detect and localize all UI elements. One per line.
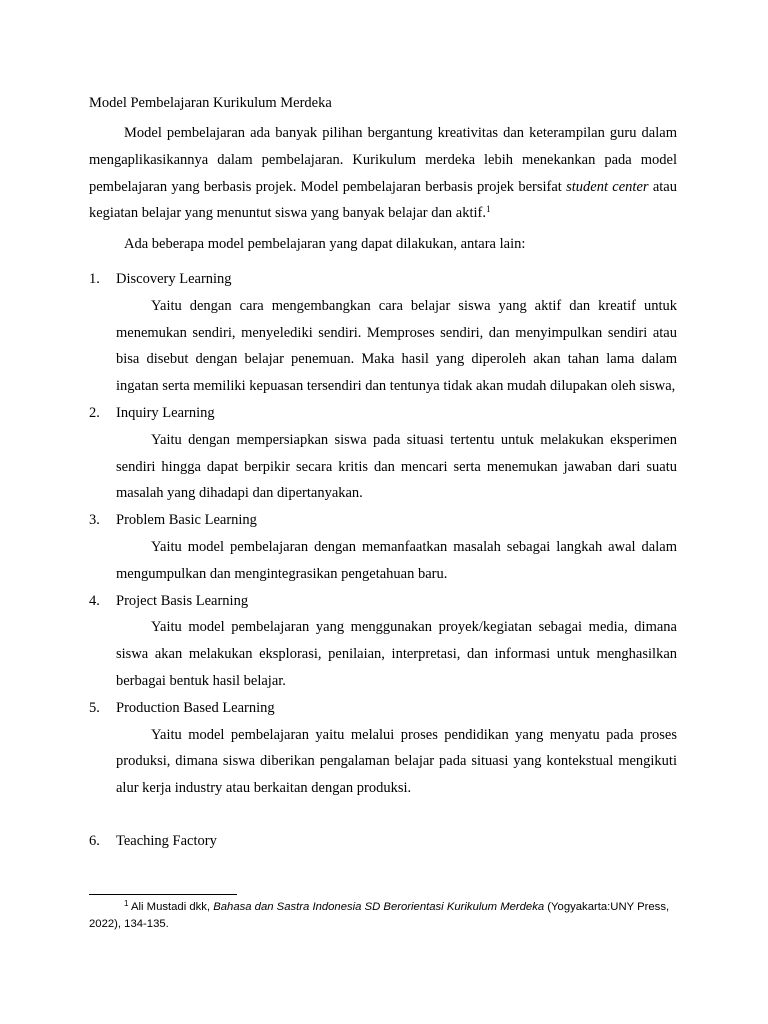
list-item <box>89 695 677 802</box>
list-item-number: 5. <box>89 699 100 716</box>
footnote-author: Ali Mustadi dkk, <box>128 901 214 913</box>
list-item-heading <box>89 507 677 534</box>
list-item <box>89 828 677 855</box>
footnote-publication: (Yogyakarta:UNY Press, 2022), 134-135. <box>89 901 670 930</box>
list-item-title: Teaching Factory <box>116 832 217 849</box>
list-item-number: 4. <box>89 592 100 609</box>
list-item-description: Yaitu model pembelajaran yaitu melalui proses pendidikan yang menyatu pada proses produksi, dimana siswa diberikan pengalaman belajar pada situasi yang kontekstual mengikuti alur kerja industry atau berkaitan dengan produksi. <box>116 726 677 797</box>
list-item-heading <box>89 400 677 427</box>
list-item-description: Yaitu model pembelajaran dengan memanfaatkan masalah sebagai langkah awal dalam mengumpulkan dan mengintegrasikan pengetahuan baru. <box>116 538 677 582</box>
list-item <box>89 507 677 587</box>
list-item-title: Production Based Learning <box>116 699 275 716</box>
list-item-number: 2. <box>89 404 100 421</box>
list-item-number: 3. <box>89 512 100 529</box>
list-item <box>89 400 677 507</box>
list-item <box>89 266 677 400</box>
list-item-description: Yaitu dengan mempersiapkan siswa pada situasi tertentu untuk melakukan eksperimen sendiri hingga dapat berpikir secara kritis dan mencari serta menemukan jawaban dari suatu masalah yang dihadapi dan dipertanyakan. <box>116 431 677 502</box>
list-item-description: Yaitu model pembelajaran yang menggunakan proyek/kegiatan sebagai media, dimana siswa akan melakukan eksplorasi, penilaian, interpretasi, dan informasi untuk menghasilkan berbagai bentuk hasil belajar. <box>116 619 677 689</box>
footnote-area <box>89 894 677 933</box>
footnote-reference[interactable]: 1 <box>486 204 491 215</box>
list-item-title: Inquiry Learning <box>116 404 215 421</box>
footnote-book-title: Bahasa dan Sastra Indonesia SD Berorientasi Kurikulum Merdeka <box>213 901 545 913</box>
list-item-number: 6. <box>89 832 100 849</box>
list-item-heading <box>89 266 677 293</box>
list-item-title: Discovery Learning <box>116 270 232 287</box>
list-item-description: Yaitu dengan cara mengembangkan cara belajar siswa yang aktif dan kreatif untuk menemukan sendiri, menyelediki sendiri. Memproses sendiri, dan menyimpulkan sendiri atau bisa disebut dengan belajar penemuan. Maka hasil yang diperoleh akan tahan lama dalam ingatan serta memiliki kepuasan tersendiri dan tentunya tidak akan mudah dilupakan oleh siswa, <box>116 297 677 395</box>
learning-model-list <box>89 266 677 855</box>
list-item-heading <box>89 695 677 722</box>
list-item-number: 1. <box>89 270 100 287</box>
footnote-separator <box>89 894 237 895</box>
list-item-title: Problem Basic Learning <box>116 512 257 529</box>
list-intro: Ada beberapa model pembelajaran yang dapat dilakukan, antara lain: <box>124 236 526 253</box>
document-title: Model Pembelajaran Kurikulum Merdeka <box>89 95 332 111</box>
intro-text-end: atau kegiatan belajar yang menuntut siswa yang banyak belajar dan aktif. <box>89 178 677 222</box>
list-item <box>89 588 677 695</box>
footnote-marker: 1 <box>124 899 129 908</box>
footnote <box>89 899 677 933</box>
document-page <box>89 92 677 855</box>
intro-paragraph <box>89 120 677 227</box>
intro-text: Model pembelajaran ada banyak pilihan bergantung kreativitas dan keterampilan guru dalam mengaplikasikannya dalam pembelajaran. Kurikulum merdeka lebih menekankan pada model pembelajaran yang berbasis projek. Model pembelajaran berbasis projek bersifat <box>89 125 677 195</box>
list-item-heading <box>89 828 677 855</box>
list-item-heading <box>89 588 677 615</box>
intro-italic-term: student center <box>566 178 649 195</box>
list-item-title: Project Basis Learning <box>116 592 249 609</box>
